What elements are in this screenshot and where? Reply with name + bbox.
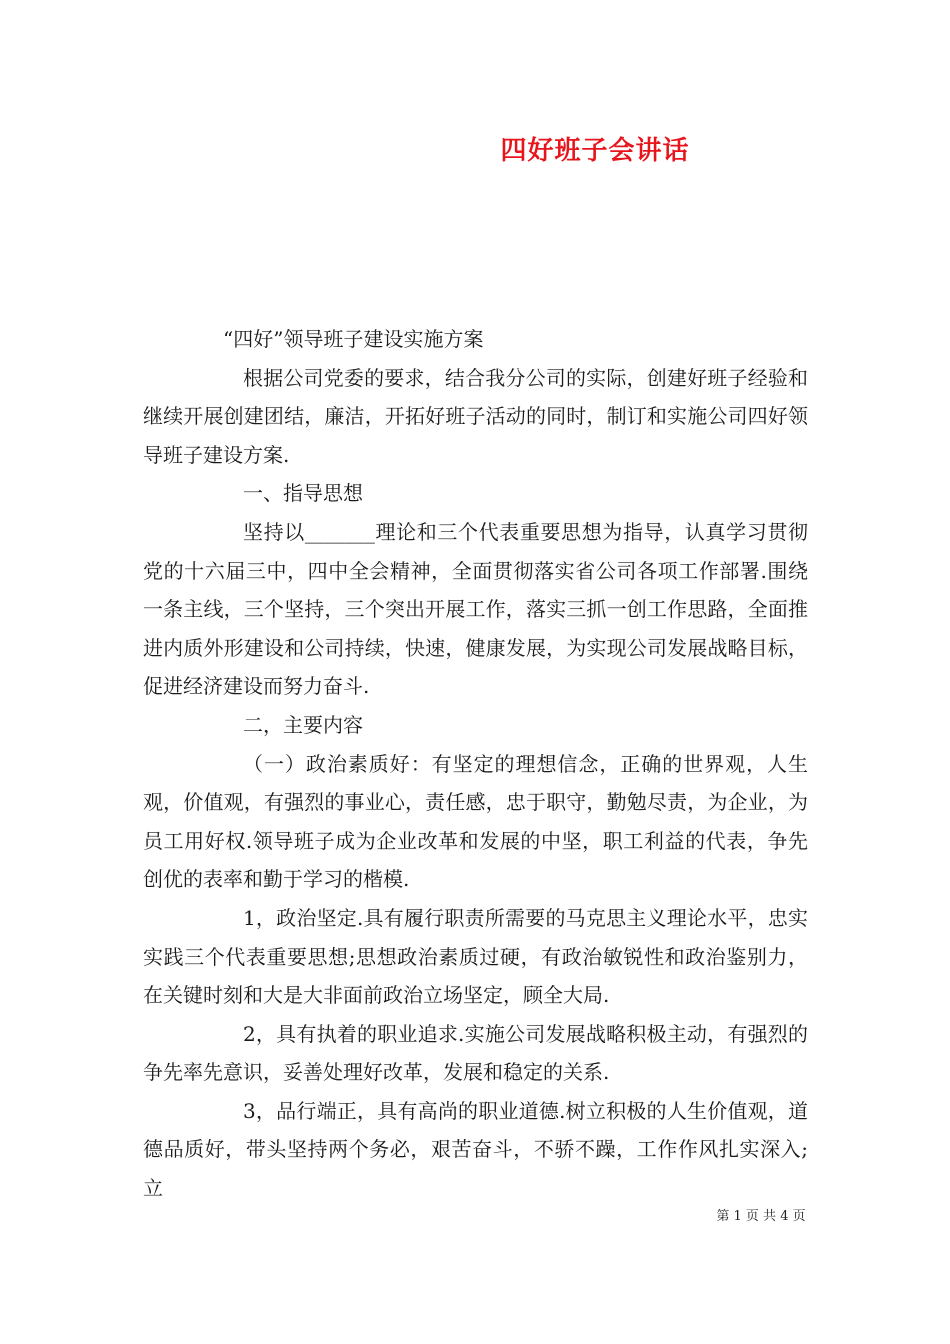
document-title-text: 四好班子会讲话 (500, 136, 690, 166)
section1-heading: 一、指导思想 (243, 481, 363, 506)
item-a-paragraph: （一）政治素质好：有坚定的理想信念，正确的世界观，人生观，价值观，有强烈的事业心，责任感，忠于职守，勤勉尽责，为企业，为员工用好权.领导班子成为企业改革和发展的中坚，职工利益的代表，争先创优的表率和勤于学习的楷模. (143, 751, 808, 892)
document-body (143, 320, 808, 1208)
plan-title: “四好”领导班子建设实施方案 (223, 327, 484, 351)
intro-paragraph: 根据公司党委的要求，结合我分公司的实际，创建好班子经验和继续开展创建团结，廉洁，开拓好班子活动的同时，制订和实施公司四好领导班子建设方案. (143, 365, 808, 467)
section1-paragraph: 坚持以_______理论和三个代表重要思想为指导，认真学习贯彻党的十六届三中，四中全会精神，全面贯彻落实省公司各项工作部署.围绕一条主线，三个坚持，三个突出开展工作，落实三抓一创工作思路，全面推进内质外形建设和公司持续，快速，健康发展，为实现公司发展战略目标，促进经济建设而努力奋斗. (143, 519, 808, 699)
item-3-paragraph: 3，品行端正，具有高尚的职业道德.树立积极的人生价值观，道德品质好，带头坚持两个务必，艰苦奋斗，不骄不躁，工作作风扎实深入;立 (143, 1098, 808, 1201)
item-2-paragraph: 2，具有执着的职业追求.实施公司发展战略积极主动，有强烈的争先率先意识，妥善处理好改革，发展和稳定的关系. (143, 1021, 808, 1085)
item-1-paragraph: 1，政治坚定.具有履行职责所需要的马克思主义理论水平，忠实实践三个代表重要思想;思想政治素质过硬，有政治敏锐性和政治鉴别力，在关键时刻和大是大非面前政治立场坚定，顾全大局. (143, 905, 808, 1008)
section2-heading: 二，主要内容 (243, 712, 363, 737)
page-footer (0, 1205, 950, 1224)
page-number: 第 1 页 共 4 页 (716, 1209, 806, 1224)
document-title (0, 130, 950, 167)
